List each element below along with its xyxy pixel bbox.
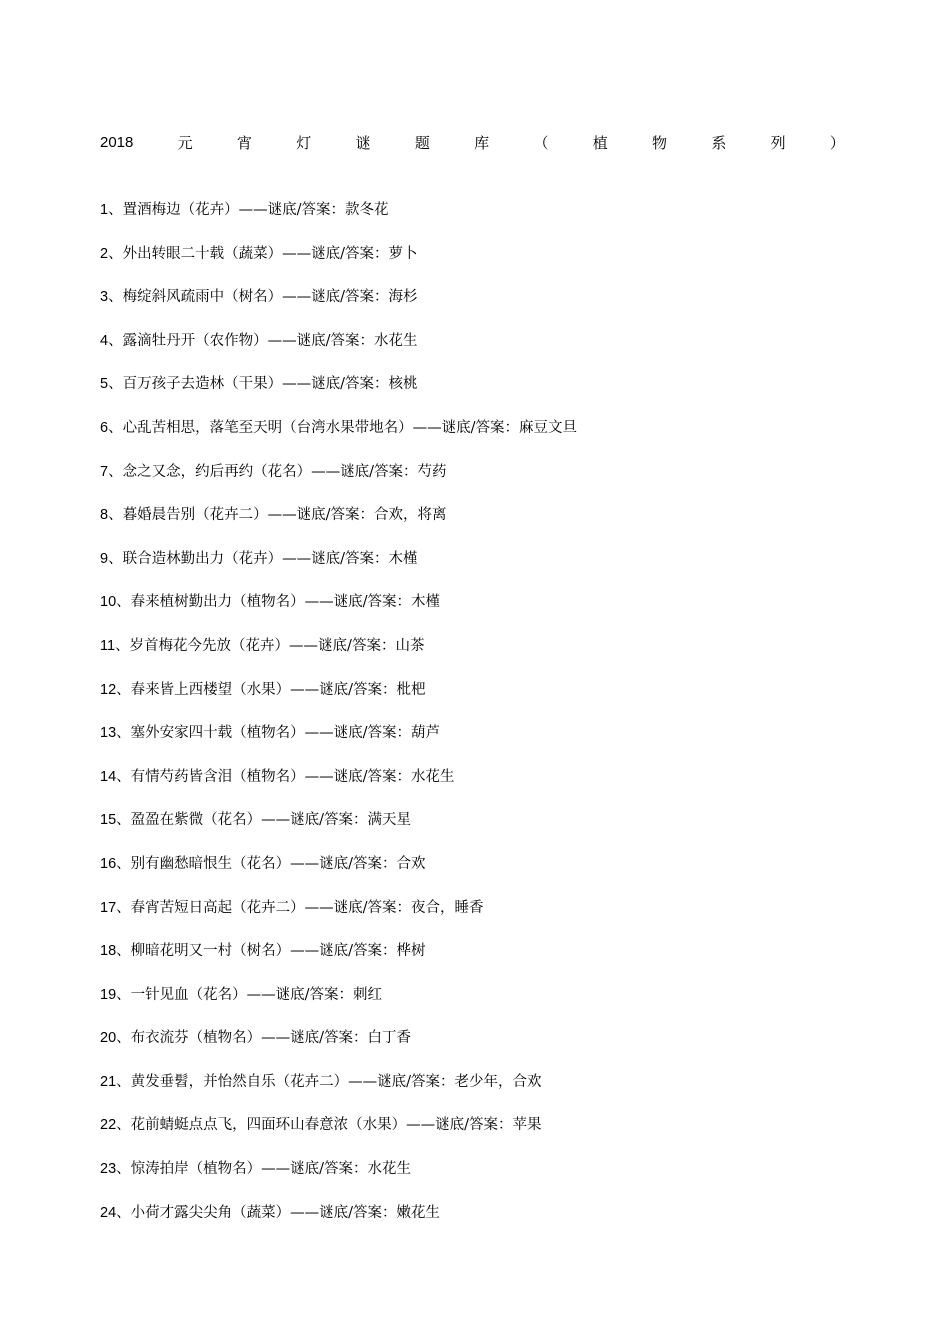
list-item xyxy=(100,1202,577,1246)
item-number: 9 xyxy=(100,550,109,567)
item-text: 、百万孩子去造林（干果）——谜底/答案：核桃 xyxy=(108,376,418,393)
list-item xyxy=(100,635,577,679)
item-text: 、置酒梅边（花卉）——谜底/答案：款冬花 xyxy=(108,202,389,218)
list-item xyxy=(100,548,577,592)
item-number: 3 xyxy=(100,289,109,306)
item-number: 4 xyxy=(100,332,109,349)
item-text: 、盈盈在紫微（花名）——谜底/答案：满天星 xyxy=(116,812,412,829)
item-number: 1 xyxy=(100,202,109,218)
list-item xyxy=(100,1158,577,1202)
list-item xyxy=(100,330,577,374)
title-char: 灯 xyxy=(296,133,312,152)
item-text: 、岁首梅花今先放（花卉）——谜底/答案：山茶 xyxy=(115,637,425,654)
item-text: 、塞外安家四十载（植物名）——谜底/答案：葫芦 xyxy=(116,725,441,742)
list-item xyxy=(100,504,577,548)
title-char: 系 xyxy=(711,133,727,152)
list-item xyxy=(100,897,577,941)
title-char: 宵 xyxy=(236,133,252,152)
list-item xyxy=(100,853,577,897)
title-year: 2018 xyxy=(100,133,134,151)
item-text: 、有情芍药皆含泪（植物名）——谜底/答案：水花生 xyxy=(116,768,455,785)
riddle-list xyxy=(100,199,577,1245)
item-text: 、春宵苦短日高起（花卉二）——谜底/答案：夜合，睡香 xyxy=(116,899,484,916)
list-item xyxy=(100,286,577,330)
item-text: 、一针见血（花名）——谜底/答案：刺红 xyxy=(116,986,383,1003)
item-number: 5 xyxy=(100,376,109,393)
title-char: 列 xyxy=(770,133,786,152)
list-item xyxy=(100,984,577,1028)
title-char: 谜 xyxy=(355,133,371,152)
list-item xyxy=(100,809,577,853)
list-item xyxy=(100,199,577,243)
item-number: 19 xyxy=(100,986,117,1003)
item-number: 23 xyxy=(100,1161,117,1178)
item-number: 13 xyxy=(100,725,117,742)
item-text: 、春来皆上西楼望（水果）——谜底/答案：枇杷 xyxy=(116,681,426,698)
list-item xyxy=(100,461,577,505)
list-item xyxy=(100,1071,577,1115)
item-number: 14 xyxy=(100,768,117,785)
item-text: 、花前蜻蜓点点飞，四面环山春意浓（水果）——谜底/答案：苹果 xyxy=(116,1117,542,1134)
item-text: 、露滴牡丹开（农作物）——谜底/答案：水花生 xyxy=(108,332,418,349)
item-number: 2 xyxy=(100,245,109,262)
item-number: 8 xyxy=(100,507,109,524)
item-text: 、黄发垂髫，并怡然自乐（花卉二）——谜底/答案：老少年，合欢 xyxy=(116,1073,542,1090)
list-item xyxy=(100,417,577,461)
item-number: 6 xyxy=(100,419,109,436)
title-char: 元 xyxy=(177,133,193,152)
item-text: 、念之又念，约后再约（花名）——谜底/答案：芍药 xyxy=(108,463,447,480)
item-text: 、小荷才露尖尖角（蔬菜）——谜底/答案：嫩花生 xyxy=(116,1204,441,1221)
item-text: 、别有幽愁暗恨生（花名）——谜底/答案：合欢 xyxy=(116,855,426,872)
list-item xyxy=(100,722,577,766)
item-text: 、暮婚晨告别（花卉二）——谜底/答案：合欢，将离 xyxy=(108,507,447,524)
item-number: 17 xyxy=(100,899,117,916)
item-number: 16 xyxy=(100,855,117,872)
item-text: 、春来植树勤出力（植物名）——谜底/答案：木槿 xyxy=(116,594,441,611)
list-item xyxy=(100,766,577,810)
title-char: 题 xyxy=(414,133,430,152)
item-number: 11 xyxy=(100,637,116,654)
item-number: 12 xyxy=(100,681,117,698)
title-char: 植 xyxy=(592,133,608,152)
title-char: 库 xyxy=(474,133,490,152)
title-char: 物 xyxy=(652,133,668,152)
item-number: 24 xyxy=(100,1204,117,1221)
item-number: 15 xyxy=(100,812,117,829)
item-text: 、心乱苦相思，落笔至天明（台湾水果带地名）——谜底/答案：麻豆文旦 xyxy=(108,419,577,436)
document-title xyxy=(100,130,845,154)
item-text: 、梅绽斜风疏雨中（树名）——谜底/答案：海杉 xyxy=(108,289,418,306)
item-number: 22 xyxy=(100,1117,117,1134)
list-item xyxy=(100,1027,577,1071)
list-item xyxy=(100,243,577,287)
title-char: ） xyxy=(829,133,845,152)
item-text: 、惊涛拍岸（植物名）——谜底/答案：水花生 xyxy=(116,1161,412,1178)
item-number: 18 xyxy=(100,943,117,960)
item-number: 10 xyxy=(100,594,117,611)
list-item xyxy=(100,679,577,723)
title-char: （ xyxy=(533,133,549,152)
list-item xyxy=(100,591,577,635)
list-item xyxy=(100,373,577,417)
list-item xyxy=(100,940,577,984)
item-text: 、柳暗花明又一村（树名）——谜底/答案：桦树 xyxy=(116,943,426,960)
list-item xyxy=(100,1114,577,1158)
item-text: 、联合造林勤出力（花卉）——谜底/答案：木槿 xyxy=(108,550,418,567)
item-number: 7 xyxy=(100,463,109,480)
item-text: 、布衣流芬（植物名）——谜底/答案：白丁香 xyxy=(116,1030,412,1047)
item-number: 20 xyxy=(100,1030,117,1047)
item-text: 、外出转眼二十载（蔬菜）——谜底/答案：萝卜 xyxy=(108,245,418,262)
item-number: 21 xyxy=(100,1073,117,1090)
